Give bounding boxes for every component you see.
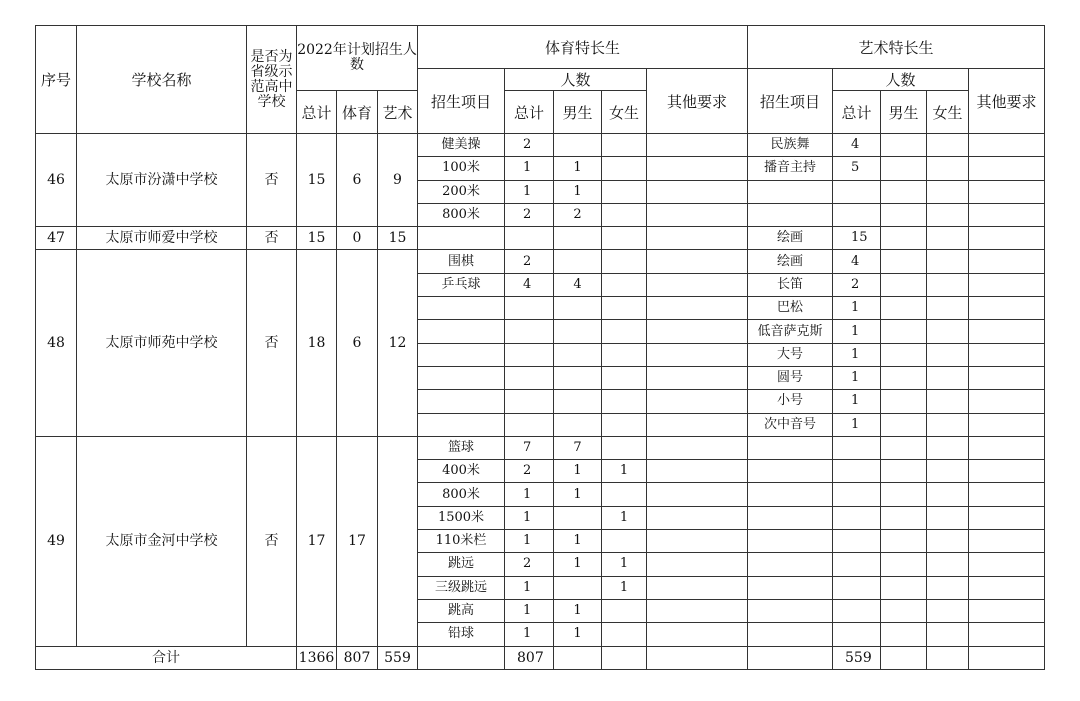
art-male [881,530,927,553]
school-name: 太原市师爱中学校 [77,227,247,250]
art-other [969,530,1045,553]
header-plan-sport: 体育 [337,91,378,134]
sport-female [602,227,647,250]
sport-other [647,553,748,576]
sport-male [554,413,602,436]
sport-total [505,343,554,366]
totals-art-total: 559 [833,646,881,669]
sport-total: 4 [505,273,554,296]
header-school: 学校名称 [77,26,247,134]
art-female [927,460,969,483]
school-plan-total: 18 [297,250,337,436]
art-female [927,320,969,343]
art-female [927,599,969,622]
sport-male: 1 [554,180,602,203]
sport-total: 1 [505,576,554,599]
sport-male [554,343,602,366]
art-item [748,483,833,506]
art-item [748,180,833,203]
sport-male [554,390,602,413]
totals-row [36,646,1045,669]
sport-male: 1 [554,599,602,622]
art-item: 长笛 [748,273,833,296]
art-female [927,203,969,226]
sport-other [647,436,748,459]
art-item: 低音萨克斯 [748,320,833,343]
totals-plan-total: 1366 [297,646,337,669]
sport-male [554,227,602,250]
art-other [969,553,1045,576]
sport-total: 2 [505,460,554,483]
art-total [833,576,881,599]
art-total [833,483,881,506]
sport-item: 200米 [418,180,505,203]
art-other [969,460,1045,483]
art-other [969,390,1045,413]
header-art-other: 其他要求 [969,69,1045,134]
header-sport-male: 男生 [554,91,602,134]
sport-item: 110米栏 [418,530,505,553]
art-total [833,623,881,646]
art-total [833,553,881,576]
sport-item: 三级跳远 [418,576,505,599]
sport-female [602,320,647,343]
sport-other [647,320,748,343]
art-male [881,460,927,483]
art-male [881,436,927,459]
totals-plan-sport: 807 [337,646,378,669]
totals-sport-male [554,646,602,669]
school-plan-total: 17 [297,436,337,646]
sport-item: 跳高 [418,599,505,622]
sport-female [602,366,647,389]
sport-total [505,366,554,389]
sport-other [647,134,748,157]
art-total: 1 [833,320,881,343]
totals-sport-other [647,646,748,669]
art-total: 4 [833,134,881,157]
art-other [969,297,1045,320]
sport-total: 1 [505,506,554,529]
sport-item: 围棋 [418,250,505,273]
school-seq: 48 [36,250,77,436]
art-female [927,157,969,180]
art-item: 民族舞 [748,134,833,157]
sport-male [554,297,602,320]
sport-female [602,273,647,296]
art-item: 绘画 [748,227,833,250]
table-body [36,134,1045,647]
art-male [881,576,927,599]
art-female [927,134,969,157]
school-demo: 否 [247,436,297,646]
sport-male [554,506,602,529]
sport-item: 400米 [418,460,505,483]
art-other [969,250,1045,273]
sport-other [647,366,748,389]
art-other [969,366,1045,389]
sport-total [505,390,554,413]
art-total [833,506,881,529]
school-plan-art: 12 [378,250,418,436]
art-total: 1 [833,297,881,320]
sport-item [418,320,505,343]
header-plan-total: 总计 [297,91,337,134]
sport-female [602,530,647,553]
sport-item: 1500米 [418,506,505,529]
art-female [927,250,969,273]
art-male [881,250,927,273]
art-total: 1 [833,390,881,413]
sport-item: 800米 [418,483,505,506]
school-plan-sport: 6 [337,134,378,227]
sport-other [647,623,748,646]
art-male [881,553,927,576]
art-other [969,413,1045,436]
school-seq: 49 [36,436,77,646]
sport-other [647,180,748,203]
sport-total: 1 [505,157,554,180]
sport-item: 跳远 [418,553,505,576]
art-male [881,506,927,529]
art-female [927,366,969,389]
sport-female [602,436,647,459]
art-other [969,273,1045,296]
art-other [969,576,1045,599]
school-demo: 否 [247,227,297,250]
sport-total [505,320,554,343]
sport-total: 7 [505,436,554,459]
sport-male [554,576,602,599]
sport-female [602,157,647,180]
header-plan: 2022年计划招生人数 [297,26,418,91]
sport-female [602,250,647,273]
sport-male [554,134,602,157]
sport-item: 100米 [418,157,505,180]
school-plan-art: 9 [378,134,418,227]
header-art-female: 女生 [927,91,969,134]
art-item [748,506,833,529]
totals-art-other [969,646,1045,669]
school-plan-sport: 6 [337,250,378,436]
art-female [927,553,969,576]
totals-art-female [927,646,969,669]
school-plan-sport: 0 [337,227,378,250]
art-male [881,227,927,250]
sport-male: 1 [554,623,602,646]
art-item: 大号 [748,343,833,366]
art-other [969,483,1045,506]
art-total [833,180,881,203]
sport-other [647,227,748,250]
sport-total [505,227,554,250]
sport-total: 2 [505,250,554,273]
totals-plan-art: 559 [378,646,418,669]
art-other [969,599,1045,622]
totals-sport-total: 807 [505,646,554,669]
sport-other [647,530,748,553]
art-female [927,623,969,646]
art-item: 绘画 [748,250,833,273]
header-sport-female: 女生 [602,91,647,134]
school-name: 太原市金河中学校 [77,436,247,646]
sport-female: 1 [602,576,647,599]
sport-other [647,599,748,622]
art-female [927,390,969,413]
header-art-male: 男生 [881,91,927,134]
table-footer [36,646,1045,669]
sport-female [602,297,647,320]
sport-total: 2 [505,553,554,576]
school-plan-total: 15 [297,227,337,250]
art-item [748,623,833,646]
sport-male: 1 [554,553,602,576]
sport-other [647,413,748,436]
sport-total [505,413,554,436]
art-female [927,343,969,366]
art-other [969,436,1045,459]
art-item: 播音主持 [748,157,833,180]
art-total [833,460,881,483]
school-name: 太原市师苑中学校 [77,250,247,436]
art-other [969,227,1045,250]
school-seq: 46 [36,134,77,227]
sport-female [602,413,647,436]
sport-other [647,157,748,180]
art-item [748,599,833,622]
header-demo: 是否为省级示范高中学校 [247,26,297,134]
art-item [748,203,833,226]
art-total [833,203,881,226]
header-sport-people: 人数 [505,69,647,91]
totals-sport-item [418,646,505,669]
sport-male: 1 [554,460,602,483]
sport-other [647,273,748,296]
sport-female: 1 [602,506,647,529]
art-female [927,530,969,553]
sport-total: 1 [505,180,554,203]
totals-sport-female [602,646,647,669]
school-demo: 否 [247,134,297,227]
table-row [36,250,1045,273]
art-male [881,273,927,296]
sport-female [602,390,647,413]
school-name: 太原市汾潇中学校 [77,134,247,227]
art-female [927,413,969,436]
art-item: 圆号 [748,366,833,389]
sport-male: 1 [554,483,602,506]
sport-other [647,250,748,273]
art-item: 小号 [748,390,833,413]
art-male [881,134,927,157]
art-female [927,273,969,296]
art-female [927,483,969,506]
art-male [881,297,927,320]
art-other [969,320,1045,343]
art-female [927,576,969,599]
art-other [969,623,1045,646]
school-seq: 47 [36,227,77,250]
sport-item [418,390,505,413]
art-total: 15 [833,227,881,250]
header-sport-other: 其他要求 [647,69,748,134]
art-item [748,530,833,553]
header-plan-art: 艺术 [378,91,418,134]
art-total [833,599,881,622]
sport-other [647,460,748,483]
school-plan-art [378,436,418,646]
school-plan-total: 15 [297,134,337,227]
sport-item: 健美操 [418,134,505,157]
art-other [969,203,1045,226]
art-total [833,530,881,553]
sport-item: 乒乓球 [418,273,505,296]
sport-male [554,320,602,343]
art-other [969,157,1045,180]
art-male [881,366,927,389]
art-female [927,436,969,459]
school-demo: 否 [247,250,297,436]
art-female [927,180,969,203]
sport-female [602,134,647,157]
totals-art-item [748,646,833,669]
art-female [927,297,969,320]
sport-female [602,483,647,506]
header-art-total: 总计 [833,91,881,134]
table-header [36,26,1045,134]
sport-female: 1 [602,460,647,483]
sport-female: 1 [602,553,647,576]
header-art-group: 艺术特长生 [748,26,1045,69]
school-plan-sport: 17 [337,436,378,646]
sport-item [418,413,505,436]
art-total: 2 [833,273,881,296]
sport-item [418,297,505,320]
art-total: 5 [833,157,881,180]
art-item: 次中音号 [748,413,833,436]
header-sport-item: 招生项目 [418,69,505,134]
art-item [748,460,833,483]
sport-other [647,343,748,366]
sport-female [602,599,647,622]
sport-other [647,390,748,413]
sport-total: 1 [505,623,554,646]
art-male [881,483,927,506]
header-art-item: 招生项目 [748,69,833,134]
art-item: 巴松 [748,297,833,320]
sport-male: 4 [554,273,602,296]
sport-item: 铅球 [418,623,505,646]
art-male [881,203,927,226]
art-other [969,180,1045,203]
art-female [927,506,969,529]
art-item [748,436,833,459]
art-female [927,227,969,250]
sport-male: 1 [554,530,602,553]
sport-female [602,623,647,646]
totals-art-male [881,646,927,669]
sport-male: 7 [554,436,602,459]
sport-other [647,506,748,529]
art-other [969,506,1045,529]
sport-item: 篮球 [418,436,505,459]
sport-female [602,343,647,366]
table-row [36,134,1045,157]
art-total: 1 [833,413,881,436]
sport-total: 1 [505,599,554,622]
sport-item [418,227,505,250]
art-male [881,390,927,413]
art-other [969,343,1045,366]
art-other [969,134,1045,157]
header-art-people: 人数 [833,69,969,91]
art-male [881,623,927,646]
table-row [36,436,1045,459]
art-male [881,320,927,343]
art-total: 1 [833,343,881,366]
art-male [881,599,927,622]
sport-item [418,343,505,366]
sport-total: 2 [505,203,554,226]
table-row [36,227,1045,250]
art-male [881,180,927,203]
sport-male: 2 [554,203,602,226]
school-plan-art: 15 [378,227,418,250]
sport-other [647,203,748,226]
sport-total: 1 [505,483,554,506]
header-sport-total: 总计 [505,91,554,134]
sport-total: 1 [505,530,554,553]
sport-male [554,366,602,389]
totals-label: 合计 [36,646,297,669]
header-sport-group: 体育特长生 [418,26,748,69]
art-total: 1 [833,366,881,389]
sport-female [602,203,647,226]
sport-total [505,297,554,320]
enrollment-table [35,25,1045,670]
sport-other [647,483,748,506]
art-item [748,553,833,576]
sport-other [647,297,748,320]
art-total [833,436,881,459]
sport-other [647,576,748,599]
art-male [881,413,927,436]
art-total: 4 [833,250,881,273]
sport-male: 1 [554,157,602,180]
header-seq: 序号 [36,26,77,134]
sport-female [602,180,647,203]
sport-total: 2 [505,134,554,157]
sport-item: 800米 [418,203,505,226]
sport-male [554,250,602,273]
sport-item [418,366,505,389]
art-item [748,576,833,599]
art-male [881,343,927,366]
art-male [881,157,927,180]
